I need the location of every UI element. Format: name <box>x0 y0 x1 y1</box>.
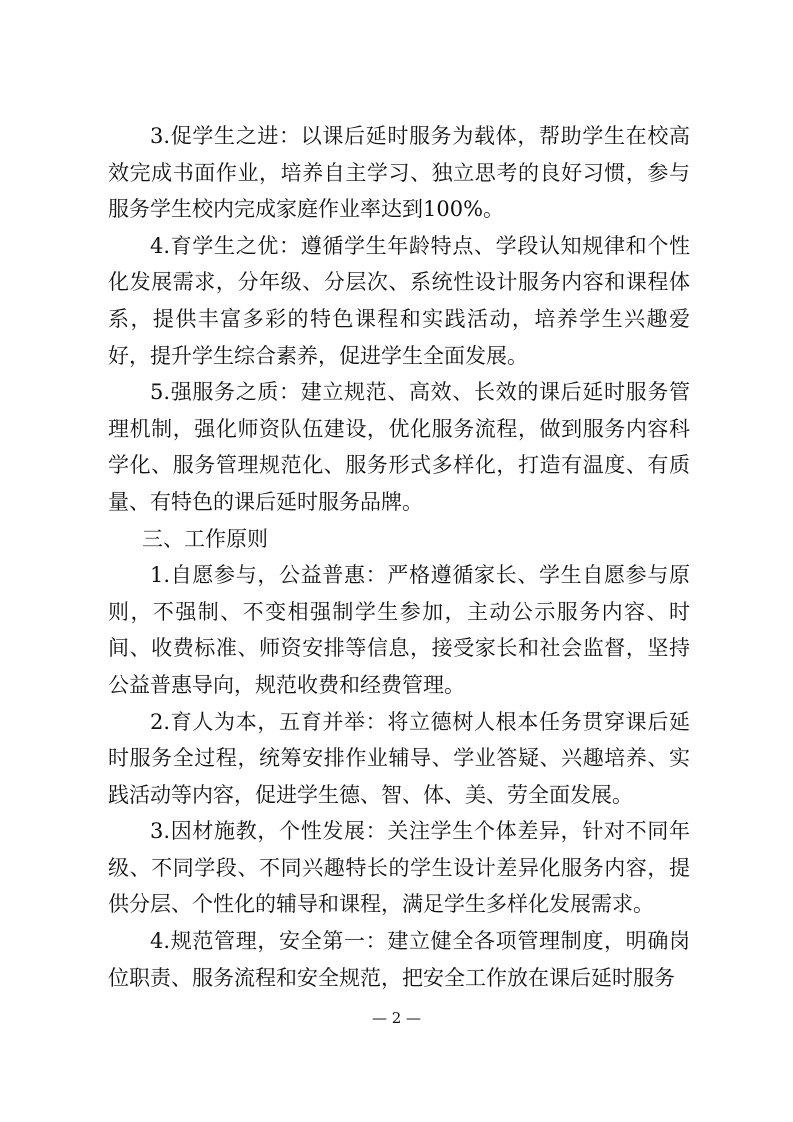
paragraph-principle-1: 1.自愿参与，公益普惠：严格遵循家长、学生自愿参与原则，不强制、不变相强制学生参加，主动公示服务内容、时间、收费标准、师资安排等信息，接受家长和社会监督，坚持公益普惠导向，规范收费和经费管理。 <box>108 563 690 697</box>
page-number: — 2 — <box>371 1009 422 1027</box>
section-heading-principles: 三、工作原则 <box>142 526 268 551</box>
paragraph-goal-4: 4.育学生之优：遵循学生年龄特点、学段认知规律和个性化发展需求，分年级、分层次、系统性设计服务内容和课程体系，提供丰富多彩的特色课程和实践活动，培养学生兴趣爱好，提升学生综合素养，促进学生全面发展。 <box>108 233 690 368</box>
paragraph-goal-5: 5.强服务之质：建立规范、高效、长效的课后延时服务管理机制，强化师资队伍建设，优化服务流程，做到服务内容科学化、服务管理规范化、服务形式多样化，打造有温度、有质量、有特色的课后延时服务品牌。 <box>108 380 690 514</box>
document-body <box>108 118 690 996</box>
paragraph-principle-4: 4.规范管理，安全第一：建立健全各项管理制度，明确岗位职责、服务流程和安全规范，把安全工作放在课后延时服务 <box>108 929 690 990</box>
paragraph-principle-2: 2.育人为本，五育并举：将立德树人根本任务贯穿课后延时服务全过程，统筹安排作业辅导、学业答疑、兴趣培养、实践活动等内容，促进学生德、智、体、美、劳全面发展。 <box>108 709 690 807</box>
paragraph-goal-3: 3.促学生之进：以课后延时服务为载体，帮助学生在校高效完成书面作业，培养自主学习、独立思考的良好习惯，参与服务学生校内完成家庭作业率达到100%。 <box>108 124 690 222</box>
paragraph-principle-3: 3.因材施教，个性发展：关注学生个体差异，针对不同年级、不同学段、不同兴趣特长的学生设计差异化服务内容，提供分层、个性化的辅导和课程，满足学生多样化发展需求。 <box>108 819 690 917</box>
